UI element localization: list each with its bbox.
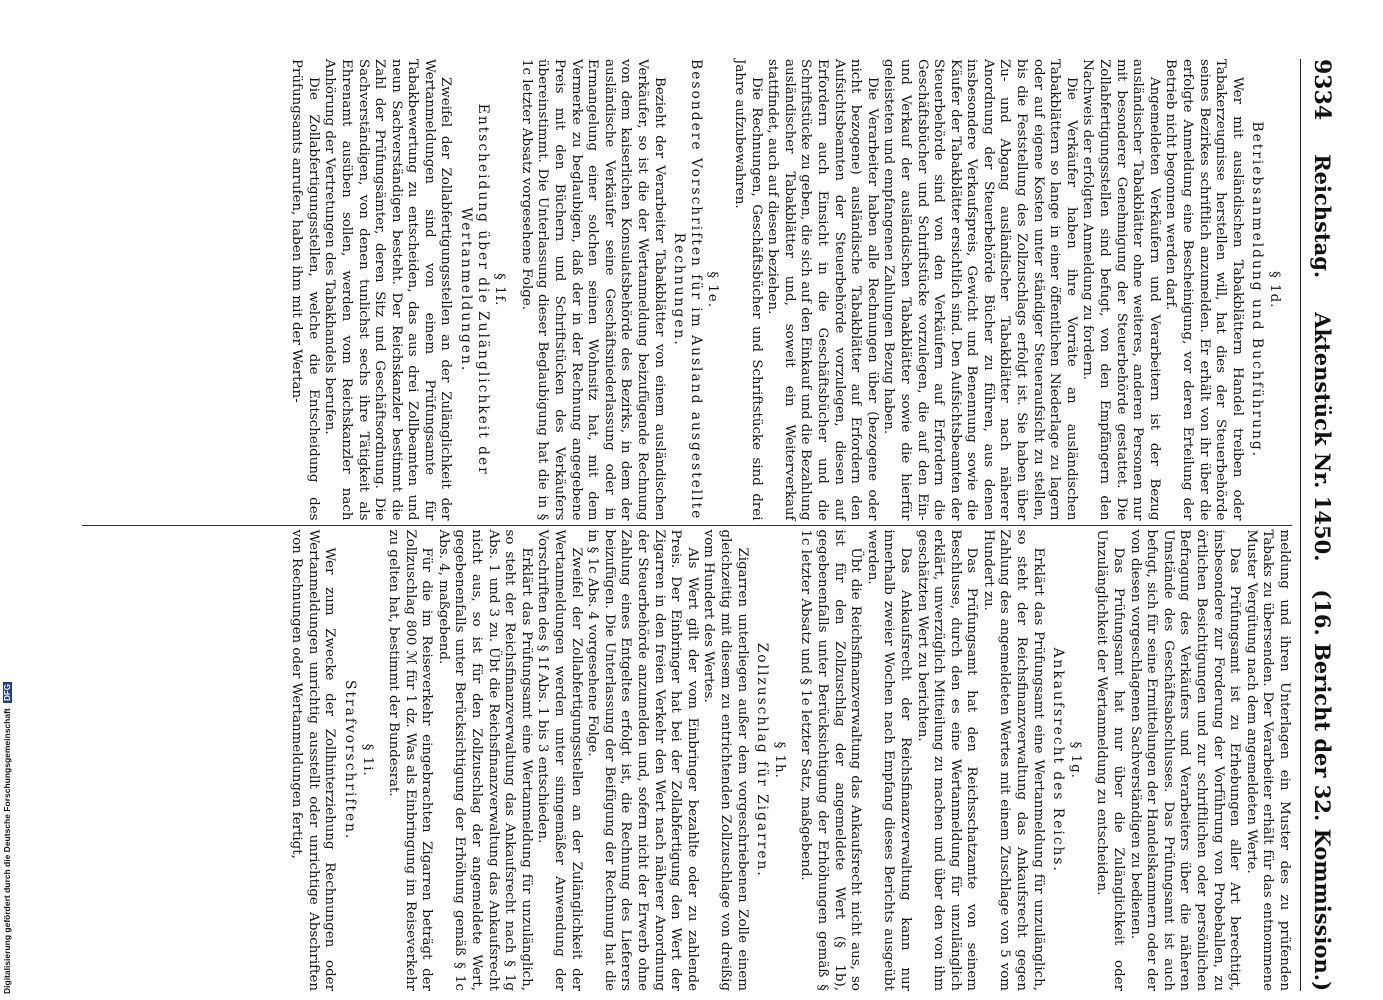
section-number: § 1h. xyxy=(771,741,787,779)
paragraph: Zweifel der Zollabfertigungsstellen an der Zulänglichkeit der Wertanmeldungen werden unter sinngemäßer Anwendung der Vorschriften des § 1f Abs. 1 bis 3 entschieden. xyxy=(535,529,584,991)
section-title: Betriebsanmeldung und Buchführung. xyxy=(1249,121,1266,459)
paragraph: Die Verarbeiter haben alle Rechnungen über (bezogene oder nicht bezogene) ausländische Tabakblätter auf Erfordern den Aufsichtsbeamten der Steuerbehörde vorzulegen, diesen auf Erfordern auch Einsicht in die Geschäftsbücher und die Schriftstücke zu geben, die sich auf den Einkauf und die Bezahlung ausländischer Tabakblätter und, soweit ein Weiterverkauf stattfindet, auch auf diesen beziehen. xyxy=(765,59,880,521)
paragraph: Die Verkäufer haben ihre Vorräte an ausländischen Tabakblättern so lange in einer öffentlichen Niederlage zu lagern oder auf eigene Kosten unter ständiger Steueraufsicht zu stellen, bis die Feststellung des Zollzuschlags erfolgt ist. Sie haben über Zu- und Abgang ausländischer Tabakblätter nach näherer Anordnung der Steuerbehörde Bücher zu führen, aus denen insbesondere Verkaufspreis, Gewicht und Benennung sowie die Käufer der Tabakblätter ersichtlich sind. Den Aufsichtsbeamten der Steuerbehörde sind von den Verkäufern auf Erfordern die Geschäftsbücher und Schriftstücke vorzulegen, die auf den Ein- und Verkauf der ausländischen Tabakblätter sowie die hierfür geleisteten und empfangenen Zahlungen Bezug haben. xyxy=(881,59,1079,521)
paragraph: meldung und ihren Unterlagen ein Muster des zu prüfenden Tabaks zu übersenden. Der Verarbeiter erhält für das entnommene Muster Vergütung nach dem angemeldeten Werte. xyxy=(1243,529,1292,991)
paragraph: Das Prüfungsamt hat den Reichsschatzamte von seinem Beschlusse, durch den es eine Wertanmeldung für unzulänglich erklärt, unverzüglich Mitteilung zu machen und über den von ihm geschätzten Wert zu berichten. xyxy=(914,529,980,991)
paragraph: Für die im Reiseverkehr eingebrachten Zigarren beträgt der Zollzuschlag 800 ℳ für 1 dz. Was als Einbringung im Reiseverkehr zu gelten hat, bestimmt der Bundesrat. xyxy=(386,529,435,991)
section-title: Besondere Vorschriften für im Ausland ausgestellte Rechnungen. xyxy=(671,59,704,521)
section-title: Entscheidung über die Zulänglichkeit der Wertanmeldungen. xyxy=(458,103,491,476)
paragraph: Wer zum Zwecke der Zollhinterziehung Rechnungen oder Wertanmeldungen unrichtig ausstellt oder unrichtige Abschriften von Rechnungen oder Wertanmeldungen fertigt, xyxy=(289,529,338,991)
paragraph: Übt die Reichsfinanzverwaltung das Ankaufsrecht nicht aus, so ist für den Zollzuschlag der angemeldete Wert (§ 1b), gegebenenfalls unter Berücksichtigung der Erhöhungen gemäß § 1c letzter Absatz und § 1e letzter Satz, maßgebend. xyxy=(798,529,864,991)
section-number: § 1i. xyxy=(359,743,375,777)
right-column xyxy=(82,530,1292,992)
paragraph: Die Zollabfertigungsstellen, welche die Entscheidung des Prüfungsamts anrufen, haben ihm mit der Wertan- xyxy=(289,59,321,521)
paragraph: Die Rechnungen, Geschäftsbücher und Schriftstücke sind drei Jahre aufzubewahren. xyxy=(732,59,764,521)
digitization-footer xyxy=(2,614,12,994)
paragraph: Das Ankaufsrecht der Reichsfinanzverwaltung kann nur innerhalb zweier Wochen nach Empfang dieses Berichts ausgeübt werden. xyxy=(864,529,913,991)
page-number: 9334 xyxy=(1309,59,1335,121)
section-number: § 1g. xyxy=(1067,741,1083,779)
paragraph: Das Prüfungsamt hat nur über die Zulänglichkeit oder Unzulänglichkeit der Wertanmeldung zu entscheiden. xyxy=(1094,529,1127,991)
publication-title: Reichstag. xyxy=(1310,154,1335,279)
footer-text: Digitalisierung gefördert durch die Deutsche Forschungsgemeinschaft xyxy=(2,708,12,994)
section-number: § 1e. xyxy=(705,271,721,309)
dfg-logo: DFG xyxy=(3,683,12,701)
paragraph: Als Wert gilt der vom Einbringer bezahlte oder zu zahlende Preis. Der Einbringer hat bei der Zollabfertigung den Wert der Zigarren in den freien Verkehr den Wert nach näherer Anordnung der Steuerbehörde anzumelden und, sofern nicht der Erwerb ohne Zahlung eines Entgeltes erfolgt ist, die Rechnung des Lieferers beizufügen. Die Unterlassung der Beifügung der Rechnung hat die in § 1c Abs. 4 vorgesehene Folge. xyxy=(585,529,700,991)
paragraph: Zigarren unterliegen außer dem vorgeschriebenen Zolle einem gleichzeitig mit diesem zu entrichtenden Zollzuschlage von dreißig vom Hundert des Wertes. xyxy=(701,529,750,991)
section-title: Zollzuschlag für Zigarren. xyxy=(754,642,771,878)
section-title: Strafvorschriften. xyxy=(341,680,358,841)
paragraph: Zweifel der Zollabfertigungsstellen an der Zulänglichkeit der Wertanmeldungen sind von einem Prüfungsamte für Tabakbewertung zu entscheiden, das aus drei Zollbeamten und neun Sachverständigen besteht. Der Reichskanzler bestimmt die Zahl der Prüfungsämter, deren Sitz und Geschäftsordnung. Die Sachverständigen, von denen tunlichst sechs ihre Tätigkeit als Ehrenamt ausüben sollen, werden vom Reichskanzler nach Anhörung der Vertretungen des Tabakhandels berufen. xyxy=(322,59,454,521)
paragraph: Wer mit ausländischen Tabakblättern Handel treiben oder Tabakerzeugnisse herstellen will, hat dies der Steuerbehörde seines Bezirkes schriftlich anzumelden. Er erhält von ihr über die erfolgte Anmeldung eine Bescheinigung, vor deren Erteilung der Betrieb nicht begonnen werden darf. xyxy=(1163,59,1245,521)
section-number: § 1d. xyxy=(1267,271,1282,309)
page-header xyxy=(1300,59,1335,991)
paragraph: Erklärt das Prüfungsamt eine Wertanmeldung für unzulänglich, so steht der Reichsfinanzverwaltung das Ankaufsrecht gegen Zahlung des angemeldeten Wertes mit einem Zuschlage von 5 vom Hundert zu. xyxy=(980,529,1046,991)
document-page xyxy=(75,55,1335,995)
document-number: Aktenstück Nr. 1450. xyxy=(1310,312,1335,562)
paragraph: Angemeldeten Verkäufern und Verarbeitern ist der Bezug ausländischer Tabakblätter ohne weiteres, anderen Personen nur mit besonderer Genehmigung der Steuerbehörde gestattet. Die Zollabfertigungsstellen sind befugt, von den Empfängern den Nachweis der erfolgten Anmeldung zu fordern. xyxy=(1080,59,1162,521)
left-column xyxy=(82,59,1292,521)
report-reference: (16. Bericht der 32. Kommission.) xyxy=(1310,589,1335,991)
paragraph: Erklärt das Prüfungsamt eine Wertanmeldung für unzulänglich, so steht der Reichsfinanzverwaltung das Ankaufsrecht nach § 1g Abs. 1 und 3 zu. Übt die Reichsfinanzverwaltung das Ankaufsrecht nicht aus, so ist für den Zollzuschlag der angemeldete Wert, gegebenenfalls unter Berücksichtigung der Erhöhung gemäß § 1c Abs. 4, maßgebend. xyxy=(435,529,534,991)
column-divider xyxy=(82,525,1292,526)
section-number: § 1f. xyxy=(492,273,508,307)
section-title: Ankaufsrecht des Reichs. xyxy=(1050,647,1067,873)
paragraph: Das Prüfungsamt ist zu Erhebungen aller Art berechtigt, insbesondere zur Forderung der Vorführung von Probeballen, zu örtlichen Besichtigungen und zur schriftlichen oder persönlichen Befragung des Verkäufers und Verarbeiters über die näheren Umstände des Geschäftsabschlusses. Das Prüfungsamt ist auch befugt, sich für seine Ermittelungen der Handelskammern oder der von diesen vorgeschlagenen Sachverständigen zu bedienen. xyxy=(1127,529,1243,991)
paragraph: Bezieht der Verarbeiter Tabakblätter von einem ausländischen Verkäufer, so ist die der Wertanmeldung beizufügende Rechnung von dem kaiserlichen Konsulatsbehörde des Bezirks, in dem der ausländische Verkäufer seine Geschäftsniederlassung oder in Ermangelung einer solchen seinen Wohnsitz hat, mit dem Vermerke zu beglaubigen, daß der in der Rechnung angegebene Preis mit den Büchern und Schriftstücken des Verkäufers übereinstimmt. Die Unterlassung dieser Beglaubigung hat die in § 1c letzter Absatz vorgesehene Folge. xyxy=(518,59,667,521)
